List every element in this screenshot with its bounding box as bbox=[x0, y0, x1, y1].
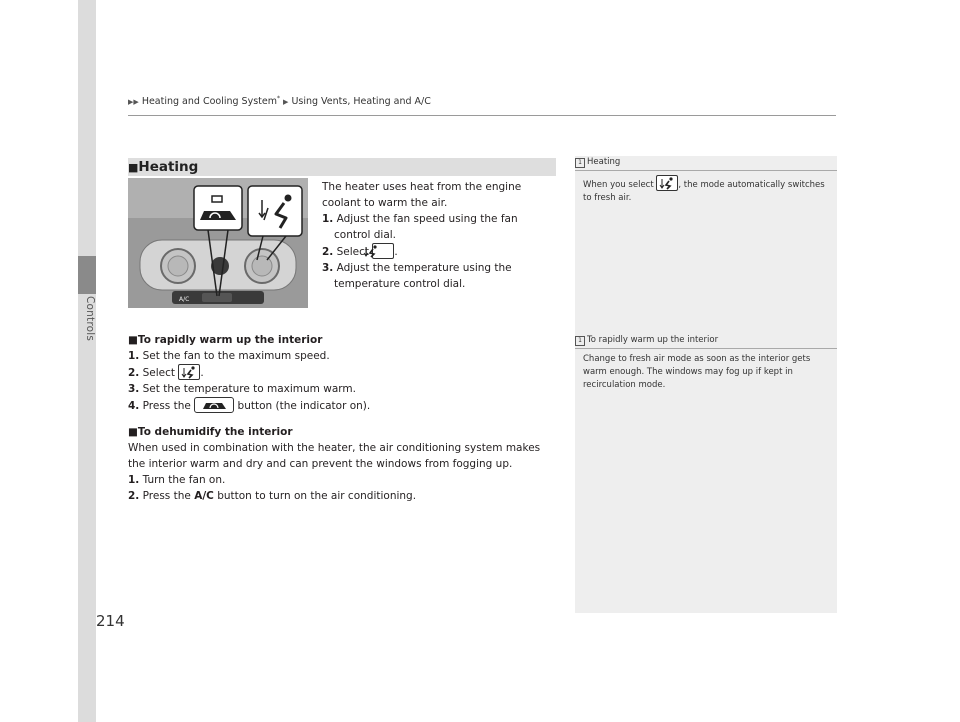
note-heating bbox=[575, 157, 837, 205]
note-rapid-warm-text: Change to fresh air mode as soon as the interior gets warm enough. The windows may fog up if kept in recirculation mode. bbox=[583, 354, 811, 390]
note-marker-icon: 1 bbox=[575, 158, 585, 168]
section-square-icon: ■ bbox=[128, 161, 139, 174]
dehumidify-text: When used in combination with the heater, the air conditioning system makes the interior warm and dry and can prevent the windows from fogging up. bbox=[128, 442, 541, 470]
note-rapid-warm bbox=[575, 335, 837, 392]
intro-text: The heater uses heat from the engine coolant to warm the air. bbox=[322, 181, 522, 209]
breadcrumb bbox=[128, 95, 431, 107]
dehumidify-section bbox=[128, 424, 560, 504]
heater-floor-mode-icon bbox=[178, 364, 200, 380]
breadcrumb-current: Using Vents, Heating and A/C bbox=[291, 96, 431, 108]
note-title: 1 To rapidly warm up the interior bbox=[575, 335, 837, 346]
section-square-icon: ■ bbox=[128, 426, 138, 438]
breadcrumb-arrow-icon: ▶ bbox=[283, 98, 289, 107]
warm-section bbox=[128, 332, 558, 414]
intro-step-3: 3. Adjust the temperature using the temperature control dial. bbox=[322, 262, 512, 290]
note-title: 1 Heating bbox=[575, 157, 837, 168]
heater-floor-mode-icon bbox=[372, 243, 394, 259]
chapter-tab bbox=[78, 256, 96, 294]
warm-heading: ■To rapidly warm up the interior bbox=[128, 334, 323, 346]
heater-floor-mode-icon bbox=[656, 175, 678, 191]
warm-step-1: 1. Set the fan to the maximum speed. bbox=[128, 350, 330, 362]
breadcrumb-asterisk: * bbox=[276, 95, 280, 102]
breadcrumb-arrow-icon: ▶▶ bbox=[128, 98, 139, 107]
note-marker-icon: 1 bbox=[575, 336, 585, 346]
section-square-icon: ■ bbox=[128, 334, 138, 346]
intro-steps bbox=[322, 211, 557, 292]
section-title: ■Heating bbox=[128, 159, 199, 175]
page-number: 214 bbox=[96, 612, 125, 630]
dehumidify-step-1: 1. Turn the fan on. bbox=[128, 474, 226, 486]
intro-step-2: 2. Select . bbox=[322, 243, 557, 260]
climate-panel-figure bbox=[128, 178, 308, 308]
dehumidify-step-2: 2. Press the A/C button to turn on the air conditioning. bbox=[128, 490, 417, 502]
callout-floor-mode bbox=[248, 186, 302, 236]
recirculation-icon bbox=[194, 397, 234, 413]
header-rule bbox=[128, 115, 836, 116]
intro-step-1: 1. Adjust the fan speed using the fan control dial. bbox=[322, 213, 518, 241]
note-heating-text: When you select , the mode automatically switches to fresh air. bbox=[575, 171, 837, 205]
chapter-label: Controls bbox=[84, 296, 96, 342]
warm-step-4: 4. Press the button (the indicator on). bbox=[128, 397, 558, 414]
chapter-sidebar bbox=[78, 0, 96, 722]
dehumidify-heading: ■To dehumidify the interior bbox=[128, 426, 293, 438]
figure-ac-label: A/C bbox=[179, 296, 190, 303]
warm-step-3: 3. Set the temperature to maximum warm. bbox=[128, 383, 356, 395]
callout-recirculation bbox=[194, 186, 242, 230]
warm-step-2: 2. Select . bbox=[128, 364, 558, 381]
breadcrumb-link-heating-cooling[interactable]: Heating and Cooling System bbox=[141, 96, 277, 108]
